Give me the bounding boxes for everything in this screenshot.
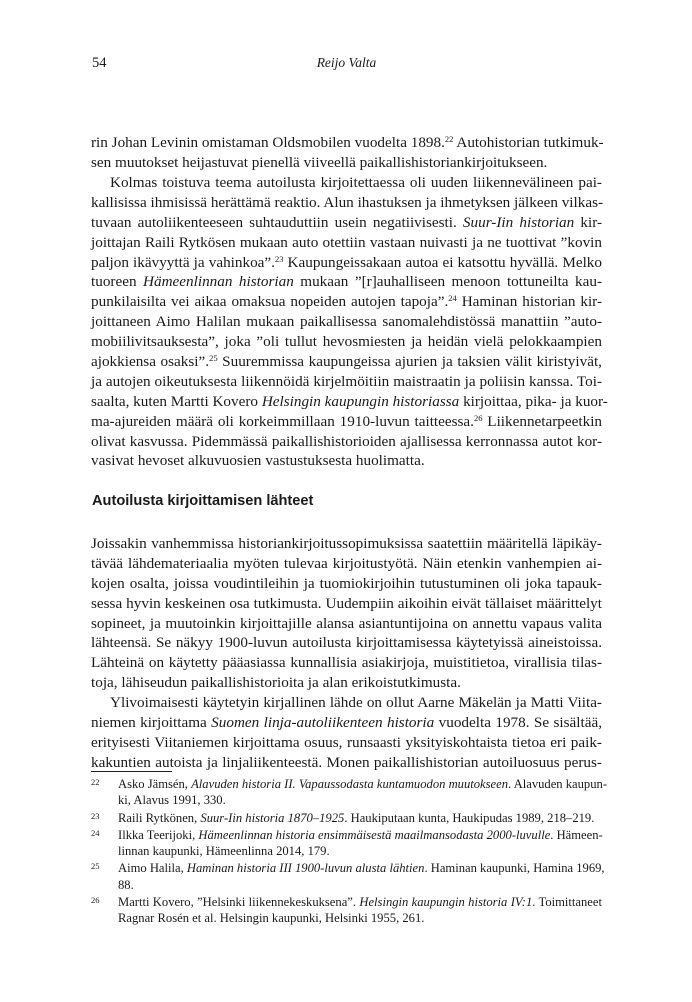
footnote-23: 23 Raili Rytkönen, Suur-Iin historia 1870–1925. Haukiputaan kunta, Haukipudas 1989, 218–219. xyxy=(91,810,602,826)
footnote-divider xyxy=(91,771,172,772)
cited-title: Suomen linja-autoliikenteen historia xyxy=(211,713,435,731)
footnote-ref-26[interactable]: 26 xyxy=(473,412,483,423)
paragraph-sources: Joissakin vanhemmissa historiankirjoitussopimuksissa saatettiin määritellä läpikäy- tävää lähdemateriaalia myöten tulevaa kirjoitustyötä. Näin etenkin vanhempien ai- kojen osalta, joissa voudintileihin ja tuomiokirjoihin tutustuminen oli joka tapauk- sessa hyvin keskeinen osa tutkimusta. Uudempiin aikoihin eivät tällaiset määrittelyt sopineet, ja muutoinkin kirjoittajille alansa asiantuntijoina on annettu vapaus valita lähteensä. Se näkyy 1900-luvun autoilusta kirjoittamisessa käytetyissä aineistoissa. Lähteinä on käytetty pääasiassa kunnallisia asiakirjoja, muistitietoa, virallisia tilas- toja, lähiseudun paikallishistorioita ja alan erikoistutkimusta. xyxy=(91,535,602,692)
footnote-ref-24[interactable]: 24 xyxy=(448,293,457,304)
footnotes xyxy=(91,776,608,928)
paragraph-primary-source: Ylivoimaisesti käytetyin kirjallinen lähde on ollut Aarne Mäkelän ja Matti Viita- niemen kirjoittama Suomen linja-autoliikenteen historia vuodelta 1978. Se sisältää, erityisesti Viitaniemen kirjoittama osuus, runsaasti yksityiskohtaista tietoa eri paik- kakuntien autoista ja linjaliikenteestä. Monen paikallishistorian autoiluosuus perus- xyxy=(91,694,603,771)
footnote-22: 22 Asko Jämsén, Alavuden historia II. Vapaussodasta kuntamuodon muutokseen. Alavuden kaupun- ki, Alavus 1991, 330. xyxy=(91,776,602,809)
cited-title: Suur-Iin historian xyxy=(462,213,575,231)
section-heading: Autoilusta kirjoittamisen lähteet xyxy=(92,493,314,509)
footnote-number: 26 xyxy=(91,895,100,906)
running-title-author: Reijo Valta xyxy=(316,55,377,70)
footnote-ref-22[interactable]: 22 xyxy=(444,134,454,144)
page-number: 54 xyxy=(92,55,107,71)
footnote-26: 26 Martti Kovero, ”Helsinki liikennekeskuksena”. Helsingin kaupungin historia IV:1. Toimittaneet Ragnar Rosén et al. Helsingin kaupunki, Helsinki 1955, 261. xyxy=(91,894,602,927)
running-head xyxy=(91,55,602,75)
footnote-number: 23 xyxy=(91,810,100,821)
paragraph-reactions: Kolmas toistuva teema autoilusta kirjoitettaessa oli uuden liikennevälineen pai- kallisissa ihmisissä herättämä reaktio. Alun ihastuksen ja ihmetyksen jälkeen vilkas- tuvaan autoliikenteeseen suhtauduttiin usein negatiivisesti. Suur-Iin historian kir- joittajan Raili Rytkösen mukaan auto otettiin vastaan nuivasti ja ne tuottivat ”kovin paljon ikävyyttä ja vahinkoa”.$^{23}$ Kaupungeissakaan autoa ei katsottu hyvällä. Melko tuoreen Hämeenlinnan historian mukaan ”[r]auhalliseen menoon tottuneilta kau- punkilaisilta vei aikaa omaksua nopeiden autojen tapoja”.$^{24}$ Haminan historian kir- joittaneen Aimo Halilan mukaan paikallisessa sanomalehdistössä manattiin ”auto- mobiilivitsauksesta”, joka ”oli tullut hevosmiesten ja heidän vielä pelokkaampien ajokkiensa osaksi”.$^{25}$ Suuremmissa kaupungeissa ajurien ja taksien välit kiristyivät, ja autojen oikeutuksesta liikennöidä kirjelmöitiin maistraatin ja poliisin kanssa. Toi- saalta, kuten Martti Kovero Helsingin kaupungin historiassa kirjoittaa, pika- ja kuor- ma-ajureiden määrä oli korkeimmillaan 1910-luvun taitteessa.$^{26}$ Liikennetarpeetkin olivat kasvussa. Pidemmässä paikallishistorioiden ajallisessa kerronnassa autot kor- vasivat hevoset alkuvuosien vastustuksesta huolimatta. xyxy=(91,174,608,470)
footnote-ref-25[interactable]: 25 xyxy=(209,353,218,364)
footnote-number: 22 xyxy=(91,777,100,787)
cited-title: Hämeenlinnan historian xyxy=(143,273,294,291)
footnote-number: 25 xyxy=(91,861,100,872)
cited-title: Helsingin kaupungin historiassa xyxy=(261,392,460,410)
footnote-24: 24 Ilkka Teerijoki, Hämeenlinnan historia ensimmäisestä maailmansodasta 2000-luvulle. Hämeen- linnan kaupunki, Hämeenlinna 2014, 179. xyxy=(91,827,602,860)
paragraph-continuation: rin Johan Levinin omistaman Oldsmobilen vuodelta 1898.22 Autohistorian tutkimuk- sen muutokset heijastuvat pienellä viiveellä paikallishistoriankirjoitukseen. xyxy=(91,134,604,171)
footnote-number: 24 xyxy=(91,827,100,838)
footnote-25: 25 Aimo Halila, Haminan historia III 1900-luvun alusta lähtien. Haminan kaupunki, Hamina 1969, 88. xyxy=(91,860,602,893)
footnote-ref-23[interactable]: 23 xyxy=(274,253,284,264)
